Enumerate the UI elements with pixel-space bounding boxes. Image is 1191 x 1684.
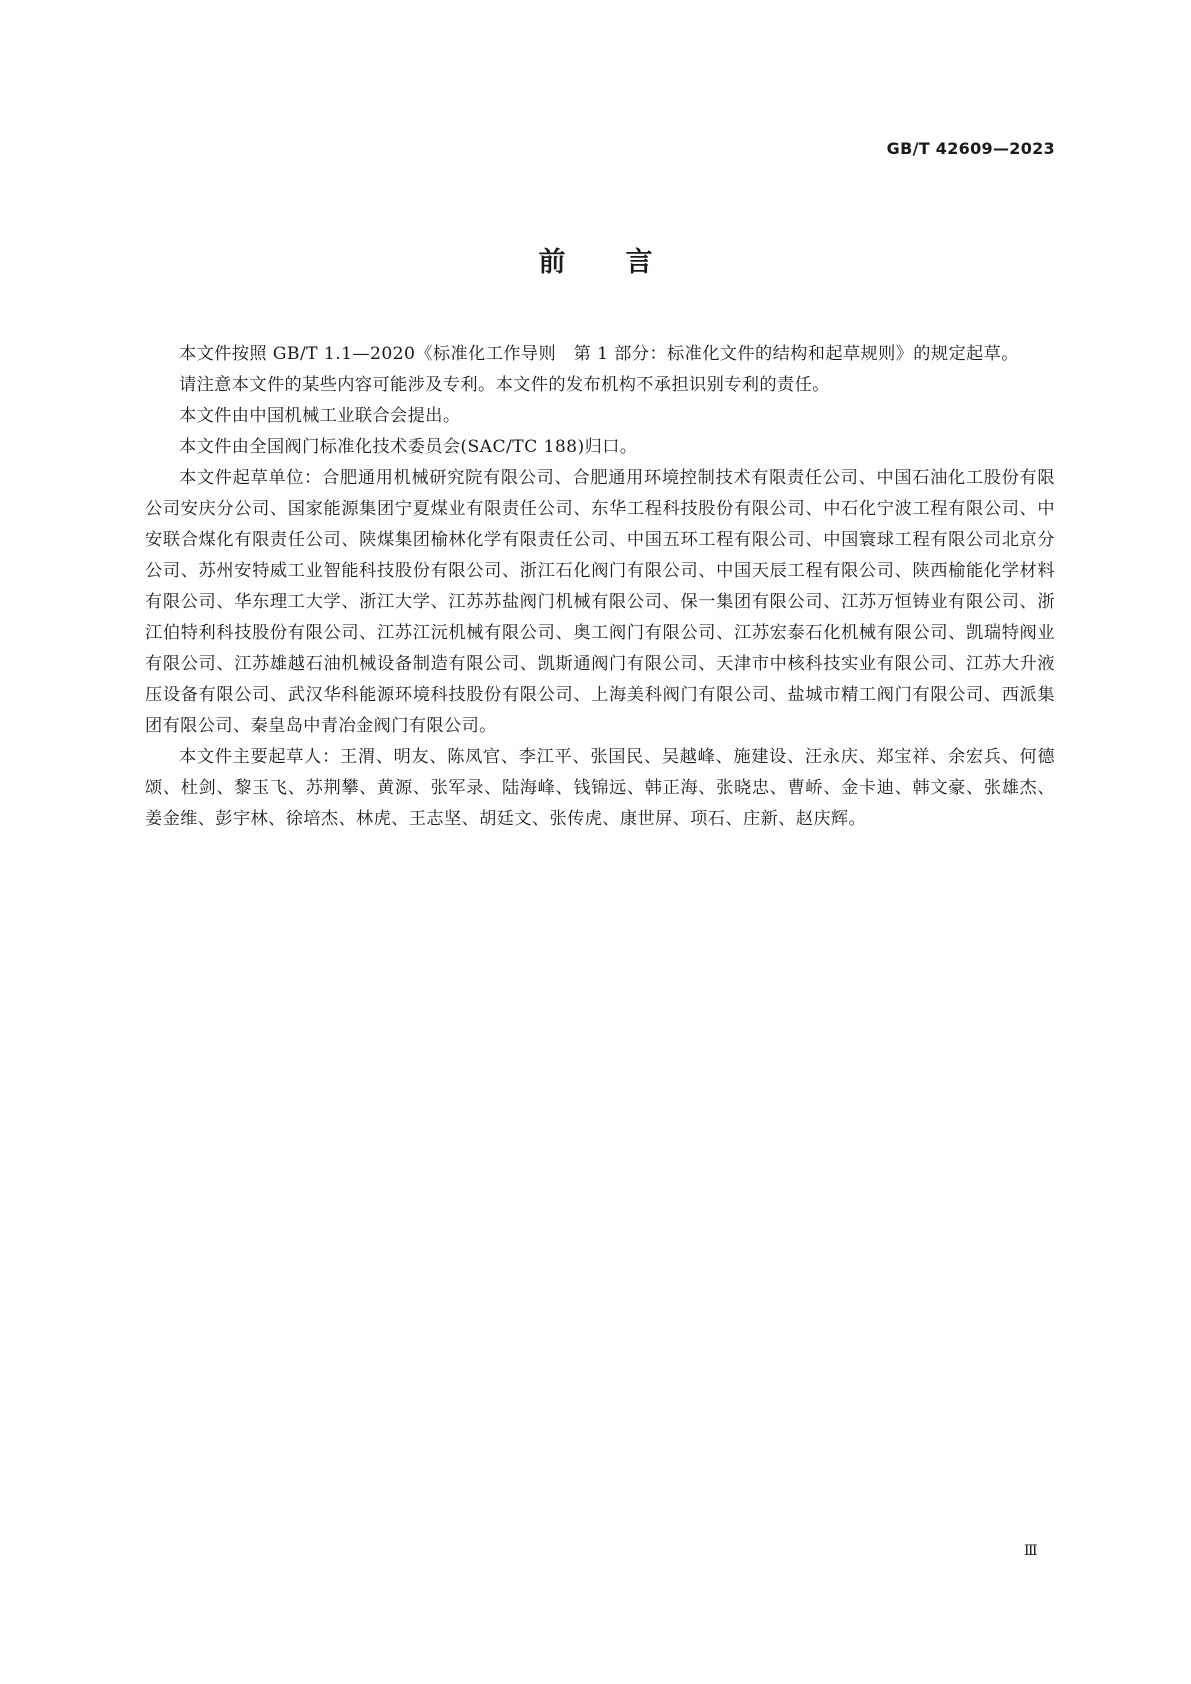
page-title bbox=[0, 240, 1191, 279]
paragraph-proposer: 本文件由中国机械工业联合会提出。 bbox=[179, 406, 461, 426]
title-char-2: 言 bbox=[625, 247, 653, 278]
paragraph-administrator: 本文件由全国阀门标准化技术委员会(SAC/TC 188)归口。 bbox=[179, 437, 638, 457]
foreword-body bbox=[145, 339, 1055, 835]
page-number: Ⅲ bbox=[1024, 1543, 1038, 1559]
paragraph-drafting-rules: 本文件按照 GB/T 1.1—2020《标准化工作导则 第 1 部分：标准化文件的结构和起草规则》的规定起草。 bbox=[179, 344, 1019, 364]
paragraph-patent-notice: 请注意本文件的某些内容可能涉及专利。本文件的发布机构不承担识别专利的责任。 bbox=[179, 375, 830, 395]
title-char-1: 前 bbox=[538, 247, 566, 278]
paragraph-drafting-units: 本文件起草单位：合肥通用机械研究院有限公司、合肥通用环境控制技术有限责任公司、中国石油化工股份有限公司安庆分公司、国家能源集团宁夏煤业有限责任公司、东华工程科技股份有限公司、中石化宁波工程有限公司、中安联合煤化有限责任公司、陕煤集团榆林化学有限责任公司、中国五环工程有限公司、中国寰球工程有限公司北京分公司、苏州安特威工业智能科技股份有限公司、浙江石化阀门有限公司、中国天辰工程有限公司、陕西榆能化学材料有限公司、华东理工大学、浙江大学、江苏苏盐阀门机械有限公司、保一集团有限公司、江苏万恒铸业有限公司、浙江伯特利科技股份有限公司、江苏江沅机械有限公司、奥工阀门有限公司、江苏宏泰石化机械有限公司、凯瑞特阀业有限公司、江苏雄越石油机械设备制造有限公司、凯斯通阀门有限公司、天津市中核科技实业有限公司、江苏大升液压设备有限公司、武汉华科能源环境科技股份有限公司、上海美科阀门有限公司、盐城市精工阀门有限公司、西派集团有限公司、秦皇岛中青冶金阀门有限公司。 bbox=[145, 468, 1055, 736]
paragraph-drafters: 本文件主要起草人：王渭、明友、陈凤官、李江平、张国民、吴越峰、施建设、汪永庆、郑宝祥、余宏兵、何德颂、杜剑、黎玉飞、苏荆攀、黄源、张军录、陆海峰、钱锦远、韩正海、张晓忠、曹峤、金卡迪、韩文豪、张雄杰、姜金维、彭宇林、徐培杰、林虎、王志坚、胡廷文、张传虎、康世屏、项石、庄新、赵庆辉。 bbox=[145, 747, 1055, 829]
standard-code: GB/T 42609—2023 bbox=[886, 139, 1055, 158]
